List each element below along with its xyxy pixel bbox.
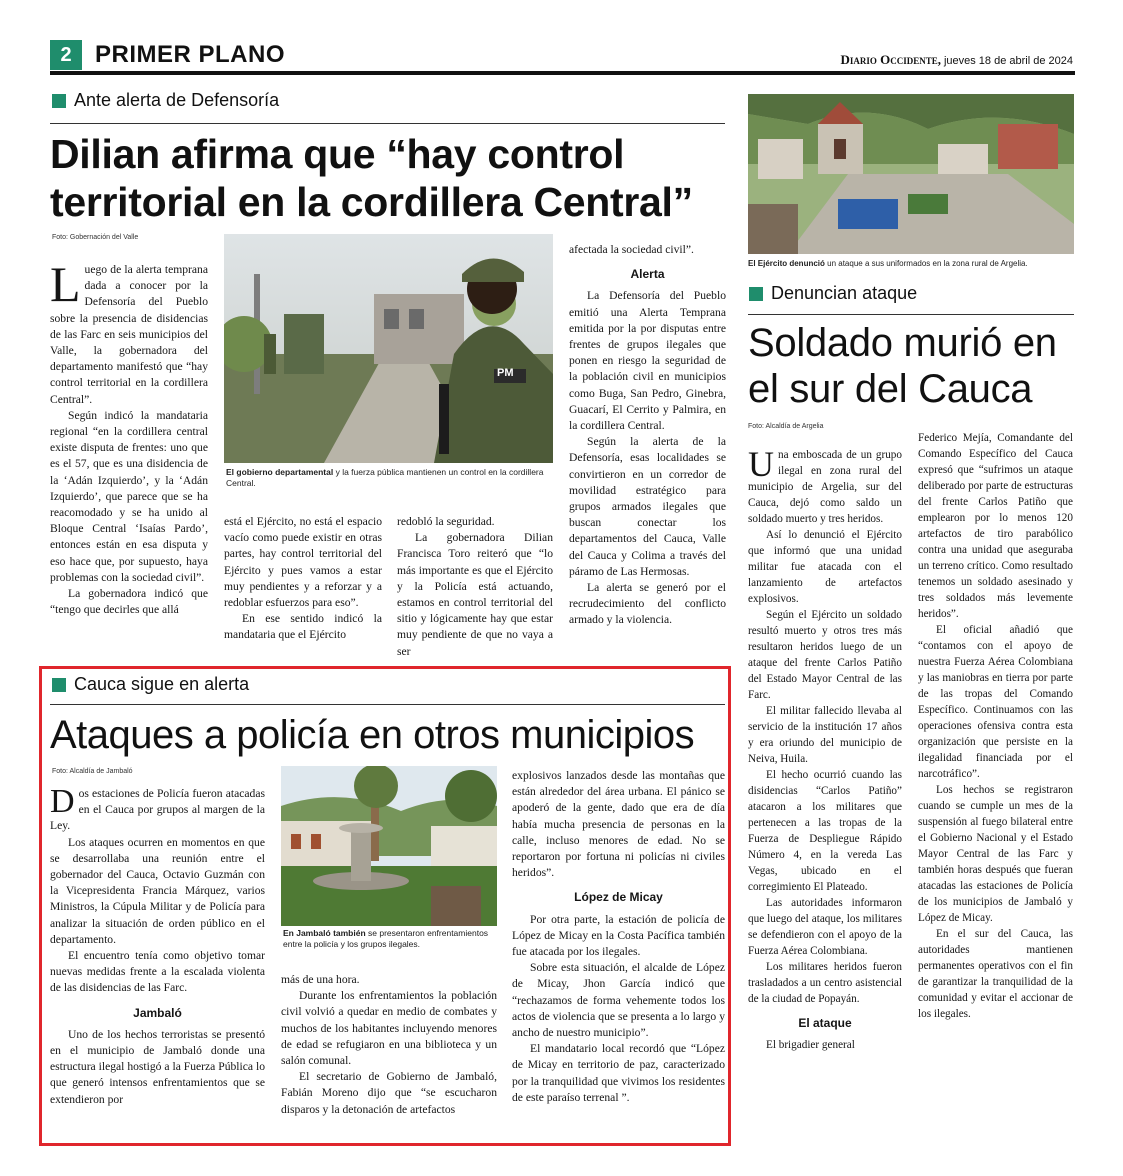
article3-subhead-jambalo: Jambaló [133, 1005, 182, 1020]
article3-kicker [52, 674, 249, 695]
article3-col1-p1: os estaciones de Policía fueron atacadas en el Cauca por grupos al margen de la Ley. [50, 787, 265, 833]
article3-col1-p2: Los ataques ocurren en momentos en que se desarrollaba una reunión entre el gobernador del Cauca, Octavio Guzmán con la Vicepresidenta Francia Márquez, varios Ministros, la Cúpula Militar y de Policía para analizar la situación de orden público en el departamento. [50, 835, 265, 946]
article1-dropcap: L [50, 262, 81, 312]
article3-column-2 [281, 972, 497, 1132]
article3-kicker-rule [50, 704, 725, 705]
article3-col2-p1: más de una hora. [281, 973, 360, 986]
kicker-square-icon [52, 94, 66, 108]
article1-headline: Dilian afirma que “hay control territorial en la cordillera Central” [50, 131, 693, 225]
article2-col1-p3: Según el Ejército un soldado resultó muerto y otros tres más resultaron heridos luego de un ataque del frente Carlos Patiño del Estado Mayor Central de las Farc. [748, 609, 902, 701]
article2-caption-bold: El Ejército denunció [748, 259, 825, 268]
article2-col1-p6: Las autoridades informaron que luego del ataque, los militares se defendieron con el apoyo de la Fuerza Aérea Colombiana. [748, 897, 902, 957]
article3-col1-p3: El encuentro tenía como objetivo tomar nuevas medidas frente a la escalada violenta de las disidencias de las Farc. [50, 949, 265, 995]
article1-photo-caption [226, 467, 551, 489]
article3-photo-caption [283, 928, 498, 950]
article2-photo-caption [748, 258, 1074, 269]
article2-col1-p2: Así lo denunció el Ejército que informó que una unidad militar fue atacada con el lanzamiento de artefactos explosivos. [748, 529, 902, 605]
article3-caption-bold: En Jambaló también [283, 928, 366, 938]
article2-column-2 [918, 430, 1073, 1130]
article1-col1-p2: Según indicó la mandataria regional “en la cordillera central existe disputa de frentes: uno que es el 57, que es una disidencia de la ‘Adán Izquierdo’, y la ‘Adán Izquierdo’, que parece que se ha reacomodado y se ha unido al Bloque Central ‘Isaías Pardo’, entonces están en esa disputa y eso hace que, por supuesto, haya problemas con la sociedad civil”. [50, 408, 208, 584]
article1-photo-soldier [224, 234, 553, 463]
article3-subhead-lopez: López de Micay [574, 890, 663, 905]
article3-col3-p1: explosivos lanzados desde las montañas que están alrededor del área urbana. El pánico se apoderó de la gente, dado que era de día había mucha presencia de personas en la calle, incluso menores de edad. No se reportaron por fortuna ni policías ni civiles heridos”. [512, 769, 725, 880]
masthead-line [840, 52, 1073, 68]
article2-subhead-ataque: El ataque [798, 1016, 852, 1030]
kicker-square-icon [52, 678, 66, 692]
article3-col3-p2: Por otra parte, la estación de policía de López de Micay en la Costa Pacífica también fue atacada por los ilegales. [512, 912, 725, 959]
article1-photo-credit: Foto: Gobernación del Valle [52, 234, 139, 241]
article1-col1-p3: La gobernadora indicó que “tengo que decirles que allá [50, 587, 208, 617]
paper-name: Diario Occidente, [840, 52, 941, 67]
kicker-square-icon [749, 287, 763, 301]
article2-kicker [749, 283, 917, 304]
article2-headline: Soldado murió en el sur del Cauca [748, 321, 1057, 411]
article1-col4-p3: La alerta se generó por el recrudecimiento del conflicto armado y la violencia. [569, 581, 726, 627]
article3-photo-plaza [281, 766, 497, 926]
article1-col1-p1: uego de la alerta temprana dada a conocer por la Defensoría del Pueblo sobre la presencia de disidencias de las Farc en seis municipios del Valle, la gobernadora del departamento manifestó que “hay control territorial en la cordillera Central”. [50, 263, 208, 406]
article2-col2-p4: En el sur del Cauca, las autoridades mantienen permanentes operativos con el fin de garantizar la tranquilidad de la comunidad y evitar el accionar de los ilegales. [918, 928, 1073, 1020]
article3-col3-p4: El mandatario local recordó que “López de Micay en territorio de paz, caracterizado por la tranquilidad que vivimos los residentes de este paraíso terrenal ”. [512, 1042, 725, 1104]
article3-column-1 [50, 786, 265, 1131]
article2-column-1 [748, 447, 902, 1129]
article3-col1-p4: Uno de los hechos terroristas se presentó en el municipio de Jambaló donde una estructura ilegal hostigó a la Fuerza Pública lo que generó intensos enfrentamientos que se extendieron por [50, 1027, 265, 1106]
article2-col1-p8: El brigadier general [766, 1039, 855, 1051]
article1-col4-p1: La Defensoría del Pueblo emitió una Alerta Temprana emitida por la por disputas entre frentes de grupos ilegales que ponen en riesgo la seguridad de la población civil en municipios como Buga, San Pedro, Ginebra, Guacarí, El Cerrito y Palmira, en la cordillera Central. [569, 289, 726, 433]
article1-col4-p2: Según la alerta de la Defensoría, esas localidades se convirtieron en un corredor de movilidad estratégico para grupos armados ilegales que buscan conectar los departamentos del Cauca, Valle del Cauca y Colima a través del páramo de Las Hermosas. [569, 435, 726, 578]
article1-col3-p1: redobló la seguridad. [397, 515, 495, 528]
article2-col1-p1: na emboscada de un grupo ilegal en zona rural del municipio de Argelia, sur del Cauca, dejó como saldo un soldado muerto y tres heridos. [748, 449, 902, 525]
article1-kicker-text: Ante alerta de Defensoría [74, 90, 280, 110]
article2-col1-p4: El militar fallecido llevaba al servicio de la institución 17 años y era oriundo del municipio de Neiva, Huila. [748, 705, 902, 765]
article3-dropcap: D [50, 786, 75, 820]
article3-caption-rest: se presentaron enfrentamientos entre la policía y los grupos ilegales. [283, 928, 489, 949]
article2-caption-rest: un ataque a sus uniformados en la zona rural de Argelia. [824, 259, 1028, 268]
article1-col2-p2: En ese sentido indicó la mandataria que el Ejército [224, 612, 382, 642]
article2-col2-p2: El oficial añadió que “contamos con el apoyo de nuestra Fuerza Aérea Colombiana y las maniobras en tierra por parte de las tropas del Comando Específico. Continuamos con las operaciones ofensiva contra esta organización que persiste en la ilegalidad financiada por el narcotráfico”. [918, 624, 1073, 780]
article2-kicker-text: Denuncian ataque [771, 283, 918, 303]
article1-kicker-rule [50, 123, 725, 124]
article2-kicker-rule [748, 314, 1074, 315]
article1-subhead-alerta: Alerta [630, 267, 665, 282]
article3-col3-p3: Sobre esta situación, el alcalde de López de Micay, Jhon García indicó que “rechazamos de forma vehemente todos los actos de violencia que se presenta a lo largo y ancho de nuestro municipio”. [512, 961, 725, 1040]
article2-photo-town [748, 94, 1074, 254]
article1-col4-p0: afectada la sociedad civil”. [569, 243, 694, 256]
article1-caption-bold: El gobierno departamental [226, 467, 334, 477]
article3-headline: Ataques a policía en otros municipios [50, 713, 695, 757]
article2-dropcap: U [748, 447, 774, 484]
article1-column-3 [397, 514, 553, 666]
article1-patch-text: PM [497, 367, 514, 379]
article3-photo-credit: Foto: Alcaldía de Jambaló [52, 768, 133, 775]
article2-col1-p5: El hecho ocurrió cuando las disidencias “Carlos Patiño” atacaron a los militares que pertenecen a las tropas de la Fuerza de Despliegue Rápido Número 4, en la vereda Las Vegas, ubicado en el corregimiento El Plateado. [748, 769, 902, 893]
header-rule [50, 71, 1075, 75]
article1-caption-rest: y la fuerza pública mantienen un control en la cordillera Central. [226, 467, 544, 488]
article2-col1-p7: Los militares heridos fueron trasladados a un centro asistencial de la ciudad de Popayán. [748, 961, 902, 1005]
article1-col2-p1: está el Ejército, no está el espacio vacío como puede existir en otras partes, hay control territorial del Ejército y pues vamos a estar muy pendientes y a reforzar y a redoblar esfuerzos para eso”. [224, 515, 382, 610]
article3-col2-p2: Durante los enfrentamientos la población civil volvió a quedar en medio de combates y muchos de los habitantes incluyendo menores de edad se refugiaron en una biblioteca y un salón comunal. [281, 989, 497, 1068]
section-title: PRIMER PLANO [95, 41, 286, 68]
article1-column-4 [569, 242, 726, 666]
article1-col3-p2: La gobernadora Dilian Francisca Toro reiteró que “lo más importante es que el Ejército y la Policía está actuando, estamos en control territorial del sitio y lógicamente hay que estar muy pendiente de que no vaya a ser [397, 531, 553, 658]
article3-column-3 [512, 768, 725, 1132]
article2-col2-p1: Federico Mejía, Comandante del Comando Específico del Cauca expresó que “sufrimos un ataque deliberado por parte de estructuras del frente Carlos Patiño que emplearon por lo menos 120 artefactos de tiro parabólico contra una unidad que aseguraba un terreno crítico. Como resultado tenemos un soldado asesinado y tres soldados más levemente heridos”. [918, 432, 1073, 620]
page-number-badge: 2 [50, 40, 82, 70]
article2-col2-p3: Los hechos se registraron cuando se cumple un mes de la suspensión al fuego bilateral entre el Gobierno Nacional y el Estado Mayor Central de las Farc y también horas después que fueran atacadas las estaciones de Policía de los municipios de Jambaló y López de Micay. [918, 784, 1073, 924]
article3-kicker-text: Cauca sigue en alerta [74, 674, 250, 694]
article3-col2-p3: El secretario de Gobierno de Jambaló, Fabián Moreno dijo que “se escucharon disparos y la detonación de artefactos [281, 1070, 497, 1116]
article1-column-2 [224, 514, 382, 666]
article1-column-1 [50, 262, 208, 666]
article1-kicker [52, 90, 279, 111]
issue-date: jueves 18 de abril de 2024 [943, 55, 1073, 67]
article2-photo-credit: Foto: Alcaldía de Argelia [748, 423, 824, 430]
